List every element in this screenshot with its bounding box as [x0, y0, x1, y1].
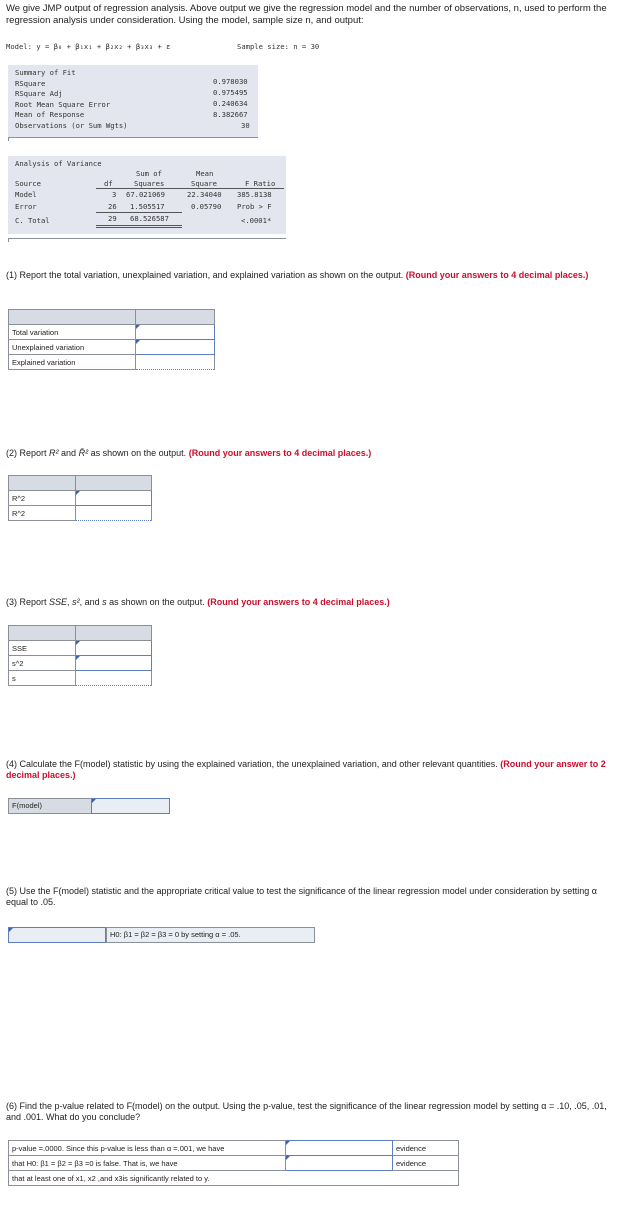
r-squared-adj-input[interactable]: [76, 506, 152, 521]
summary-title: Summary of Fit: [15, 68, 76, 77]
q1-row-label: Explained variation: [9, 355, 136, 370]
q5-text: (5) Use the F(model) statistic and the appropriate critical value to test the significance of the linear regression model under consideration by setting α equal to .05.: [6, 886, 598, 907]
q2-row-label: R^2: [9, 506, 76, 521]
anova-title: Analysis of Variance: [15, 159, 102, 168]
q6-text-cell: evidence: [393, 1156, 459, 1171]
q1-note: (Round your answers to 4 decimal places.): [405, 270, 589, 280]
s-squared-input[interactable]: [76, 656, 152, 671]
q4-text: (4) Calculate the F(model) statistic by using the explained variation, the unexplained variation, and other relevant quantities.: [6, 759, 498, 769]
unexplained-variation-input[interactable]: [136, 340, 215, 355]
model-equation: Model: y = β₀ + β₁x₁ + β₂x₂ + β₃x₃ + ε: [6, 42, 171, 51]
q3-note: (Round your answers to 4 decimal places.): [207, 597, 390, 607]
anova-head: Sum of: [136, 169, 162, 178]
question-1: [6, 270, 618, 281]
divider-tick: [8, 238, 9, 242]
anova-head: F Ratio: [245, 179, 276, 188]
anova-underline: [96, 188, 284, 189]
q2-text: and: [61, 448, 77, 458]
summary-label: Mean of Response: [15, 110, 85, 119]
anova-cell: C. Total: [15, 216, 50, 225]
q6-table: [8, 1140, 459, 1186]
anova-cell: <.0001*: [241, 216, 272, 225]
summary-label: RSquare: [15, 79, 46, 88]
question-2: [6, 448, 618, 459]
anova-cell: 26: [108, 202, 117, 211]
q2-note: (Round your answers to 4 decimal places.): [188, 448, 372, 458]
q6-text: (6) Find the p-value related to F(model) on the output. Using the p-value, test the significance of the linear regression model by setting α = .10, .05, .01, and .001. What do you conclude?: [6, 1101, 607, 1122]
fmodel-input[interactable]: [91, 798, 170, 814]
anova-cell: 67.021069: [126, 190, 165, 199]
q3-text: (3) Report: [6, 597, 47, 607]
q6-text-cell: evidence: [393, 1141, 459, 1156]
q6-text-cell: p-value =.0000. Since this p-value is less than α =.001, we have: [9, 1141, 286, 1156]
summary-value: 0.975495: [213, 88, 248, 97]
anova-cell: 0.05790: [191, 202, 222, 211]
q3-row-label: SSE: [9, 641, 76, 656]
anova-cell: 22.34040: [187, 190, 222, 199]
q2-row-label: R^2: [9, 491, 76, 506]
model-line: [6, 42, 606, 51]
q5-hypothesis-box: [106, 927, 315, 943]
q1-text: (1) Report the total variation, unexplained variation, and explained variation as shown on the output.: [6, 270, 404, 280]
question-4: [6, 759, 618, 781]
q2-table: [8, 475, 152, 521]
anova-cell: 68.526587: [130, 214, 169, 223]
q3-row-label: s: [9, 671, 76, 686]
divider: [8, 238, 286, 239]
divider: [8, 137, 258, 138]
anova-panel: [8, 156, 286, 234]
anova-head: Mean: [196, 169, 214, 178]
q6-text-cell: that H0: β1 = β2 = β3 =0 is false. That is, we have: [9, 1156, 286, 1171]
anova-cell: 29: [108, 214, 117, 223]
q3-table: [8, 625, 152, 686]
q2-symbol: R²: [49, 448, 59, 458]
anova-cell: 385.8138: [237, 190, 272, 199]
q6-evidence-select-2[interactable]: [286, 1156, 393, 1171]
q5-hypothesis: H0: β1 = β2 = β3 = 0 by setting α = .05.: [110, 930, 241, 939]
summary-value: 0.978030: [213, 77, 248, 86]
q2-text: as shown on the output.: [90, 448, 187, 458]
q3-symbol: s: [102, 597, 107, 607]
q3-symbol: SSE: [49, 597, 68, 607]
summary-of-fit-panel: [8, 65, 258, 137]
anova-head: Squares: [134, 179, 165, 188]
q3-symbol: s²: [72, 597, 80, 607]
anova-cell: Error: [15, 202, 37, 211]
summary-value: 30: [241, 121, 250, 130]
intro-text: We give JMP output of regression analysis. Above output we give the regression model and the number of observations, n, used to perform the regression analysis under consideration. Using the model, sample size n, and output:: [6, 3, 607, 26]
r-squared-input[interactable]: [76, 491, 152, 506]
anova-cell: 1.505517: [130, 202, 165, 211]
q1-row-label: Total variation: [9, 325, 136, 340]
fmodel-label-box: [8, 798, 93, 814]
q1-row-label: Unexplained variation: [9, 340, 136, 355]
explained-variation-input[interactable]: [136, 355, 215, 370]
q3-row-label: s^2: [9, 656, 76, 671]
anova-cell: Prob > F: [237, 202, 272, 211]
summary-value: 0.240634: [213, 99, 248, 108]
q5-conclusion-select[interactable]: [8, 927, 106, 943]
sse-input[interactable]: [76, 641, 152, 656]
anova-head: Square: [191, 179, 217, 188]
anova-head: Source: [15, 179, 41, 188]
sample-size: Sample size: n = 30: [237, 42, 320, 51]
summary-value: 8.382667: [213, 110, 248, 119]
question-5: [6, 886, 618, 908]
anova-underline: [96, 212, 182, 213]
anova-underline: [96, 225, 182, 228]
fmodel-label: F(model): [12, 801, 43, 810]
summary-label: Observations (or Sum Wgts): [15, 121, 128, 130]
summary-label: Root Mean Square Error: [15, 100, 111, 109]
divider-tick: [8, 137, 9, 141]
question-3: (3) Report SSE, s², and s as shown on the output. (Round your answers to 4 decimal places.): [6, 597, 390, 607]
total-variation-input[interactable]: [136, 325, 215, 340]
anova-cell: 3: [112, 190, 117, 199]
q4-note: (Round your answer to 2 decimal places.): [6, 759, 606, 780]
summary-label: RSquare Adj: [15, 89, 63, 98]
q6-text-cell: that at least one of x1, x2 ,and x3is significantly related to y.: [9, 1171, 459, 1186]
q1-table: [8, 309, 215, 370]
q2-text: (2) Report: [6, 448, 47, 458]
anova-cell: Model: [15, 190, 37, 199]
q6-evidence-select-1[interactable]: [286, 1141, 393, 1156]
anova-head: df: [104, 179, 113, 188]
question-6: [6, 1101, 618, 1123]
s-input[interactable]: [76, 671, 152, 686]
q2-symbol: R̄²: [78, 448, 89, 458]
q3-text: as shown on the output.: [109, 597, 205, 607]
q3-text: , and: [79, 597, 100, 607]
